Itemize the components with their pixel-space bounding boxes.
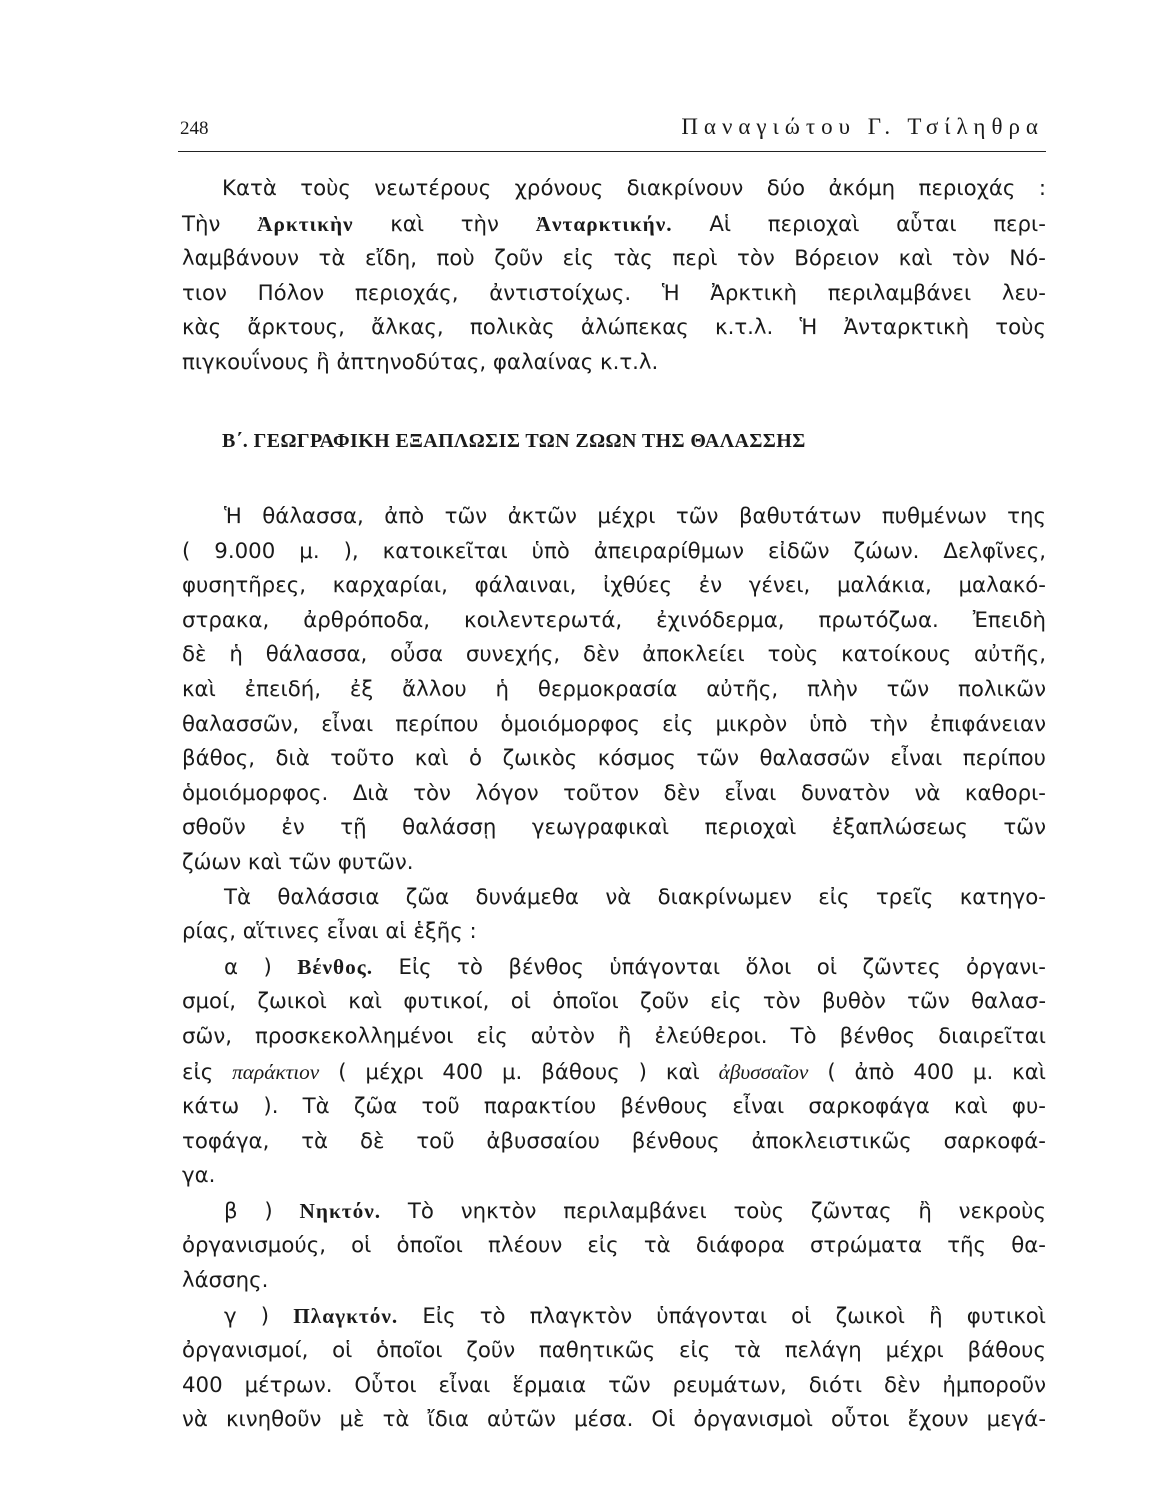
page-header (180, 112, 1044, 148)
text-line: σμοί, ζωικοὶ καὶ φυτικοί, οἱ ὁποῖοι ζοῦν εἰς τὸν βυθὸν τῶν θαλασ- (182, 989, 1046, 1015)
text-line: α ) Βένθος. Εἰς τὸ βένθος ὑπάγονται ὅλοι οἱ ζῶντες ὀργανι- (224, 954, 1046, 980)
text-line: βάθος, διὰ τοῦτο καὶ ὁ ζωικὸς κόσμος τῶν θαλασσῶν εἶναι περίπου (182, 746, 1046, 772)
text-line: ὁμοιόμορφος. Διὰ τὸν λόγον τοῦτον δὲν εἶναι δυνατὸν νὰ καθορι- (182, 780, 1046, 806)
text-line: Τὰ θαλάσσια ζῶα δυνάμεθα νὰ διακρίνωμεν εἰς τρεῖς κατηγο- (224, 884, 1046, 910)
term-arctic: Ἀρκτικὴν (257, 211, 354, 236)
text-line: Ἡ θάλασσα, ἀπὸ τῶν ἀκτῶν μέχρι τῶν βαθυτάτων πυθμένων της (224, 504, 1046, 529)
text-line: τοφάγα, τὰ δὲ τοῦ ἀβυσσαίου βένθους ἀποκλειστικῶς σαρκοφά- (182, 1128, 1046, 1154)
term-antarctic: Ἀνταρκτικήν. (535, 211, 673, 236)
text-line: πιγκουΐνους ἢ ἀπτηνοδύτας, φαλαίνας κ.τ.λ. (182, 349, 659, 375)
term-abyssal: ἀβυσσαῖον (718, 1059, 809, 1084)
text-line: θαλασσῶν, εἶναι περίπου ὁμοιόμορφος εἰς μικρὸν ὑπὸ τὴν ἐπιφάνειαν (182, 711, 1046, 737)
text-line: ὀργανισμούς, οἱ ὁποῖοι πλέουν εἰς τὰ διάφορα στρώματα τῆς θα- (182, 1233, 1046, 1259)
text-line: ρίας, αἵτινες εἶναι αἱ ἑξῆς : (182, 919, 477, 945)
text-line: σθοῦν ἐν τῇ θαλάσσῃ γεωγραφικαὶ περιοχαὶ ἐξαπλώσεως τῶν (182, 815, 1046, 841)
text-line: Κατὰ τοὺς νεωτέρους χρόνους διακρίνουν δύο ἀκόμη περιοχάς : (222, 176, 1046, 201)
text-line: φυσητῆρες, καρχαρίαι, φάλαιναι, ἰχθύες ἐν γένει, μαλάκια, μαλακό- (182, 573, 1046, 599)
text-line: ( 9.000 μ. ), κατοικεῖται ὑπὸ ἀπειραρίθμων εἰδῶν ζώων. Δελφῖνες, (182, 538, 1046, 564)
header-rule (178, 151, 1046, 152)
text-line: ὀργανισμοί, οἱ ὁποῖοι ζοῦν παθητικῶς εἰς τὰ πελάγη μέχρι βάθους (182, 1338, 1046, 1364)
term-coastal: παράκτιον (232, 1059, 320, 1084)
text-line: τιον Πόλον περιοχάς, ἀντιστοίχως. Ἡ Ἀρκτικὴ περιλαμβάνει λευ- (182, 280, 1046, 306)
text-line: σῶν, προσκεκολλημένοι εἰς αὐτὸν ἢ ἐλεύθεροι. Τὸ βένθος διαιρεῖται (182, 1023, 1046, 1049)
text-line: Τὴν Ἀρκτικὴν καὶ τὴν Ἀνταρκτικήν. Αἱ περιοχαὶ αὗται περι- (182, 211, 1046, 237)
term-benthos: Βένθος. (297, 954, 374, 979)
page-number: 248 (180, 118, 209, 139)
main-text (182, 500, 1046, 1438)
paragraph-intro (182, 172, 1046, 381)
text-line: ζώων καὶ τῶν φυτῶν. (182, 849, 414, 875)
text-line: γα. (182, 1163, 216, 1189)
text-line: κάτω ). Τὰ ζῶα τοῦ παρακτίου βένθους εἶναι σαρκοφάγα καὶ φυ- (182, 1094, 1046, 1120)
term-plankton: Πλαγκτόν. (293, 1303, 399, 1328)
text-line: καὶ ἐπειδή, ἐξ ἄλλου ἡ θερμοκρασία αὐτῆς, πλὴν τῶν πολικῶν (182, 676, 1046, 702)
text-line: εἰς παράκτιον ( μέχρι 400 μ. βάθους ) καὶ ἀβυσσαῖον ( ἀπὸ 400 μ. καὶ (182, 1059, 1046, 1085)
section-heading: Β΄. ΓΕΩΓΡΑΦΙΚΗ ΕΞΑΠΛΩΣΙΣ ΤΩΝ ΖΩΩΝ ΤΗΣ ΘΑΛΑΣΣΗΣ (222, 430, 806, 452)
text-line: λάσσης. (182, 1268, 269, 1294)
text-line: λαμβάνουν τὰ εἴδη, ποὺ ζοῦν εἰς τὰς περὶ τὸν Βόρειον καὶ τὸν Νό- (182, 246, 1046, 272)
text-line: νὰ κινηθοῦν μὲ τὰ ἴδια αὐτῶν μέσα. Οἱ ὀργανισμοὶ οὗτοι ἔχουν μεγά- (182, 1407, 1046, 1433)
text-line: κὰς ἄρκτους, ἄλκας, πολικὰς ἀλώπεκας κ.τ.λ. Ἡ Ἀνταρκτικὴ τοὺς (182, 315, 1046, 341)
term-nekton: Νηκτόν. (299, 1198, 382, 1223)
text-line: β ) Νηκτόν. Τὸ νηκτὸν περιλαμβάνει τοὺς ζῶντας ἢ νεκροὺς (224, 1198, 1046, 1224)
text-line: γ ) Πλαγκτόν. Εἰς τὸ πλαγκτὸν ὑπάγονται οἱ ζωικοὶ ἢ φυτικοὶ (224, 1303, 1046, 1329)
text-line: δὲ ἡ θάλασσα, οὖσα συνεχής, δὲν ἀποκλείει τοὺς κατοίκους αὐτῆς, (182, 642, 1046, 668)
running-head: Παναγιώτου Γ. Τσίληθρα (681, 114, 1044, 139)
text-line: 400 μέτρων. Οὗτοι εἶναι ἕρμαια τῶν ρευμάτων, διότι δὲν ἠμποροῦν (182, 1372, 1046, 1398)
text-line: στρακα, ἀρθρόποδα, κοιλεντερωτά, ἐχινόδερμα, πρωτόζωα. Ἐπειδὴ (182, 607, 1046, 633)
